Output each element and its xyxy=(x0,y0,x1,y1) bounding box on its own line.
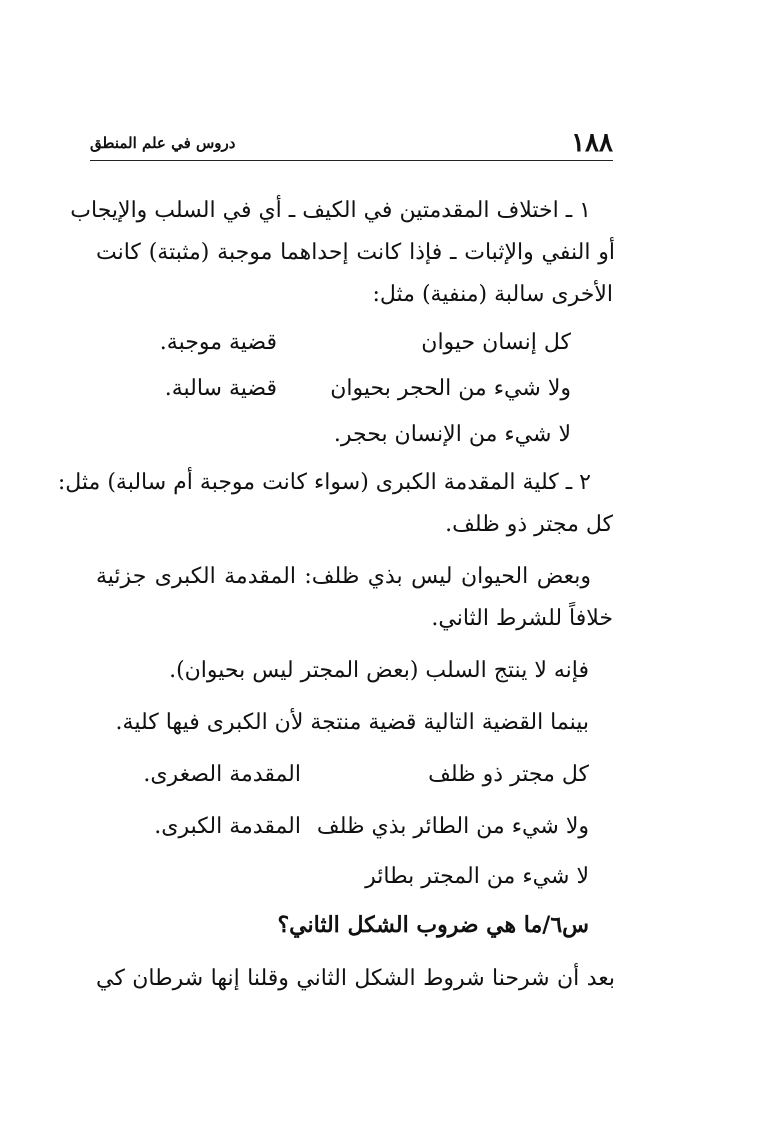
last-line: بعد أن شرحنا شروط الشكل الثاني وقلنا إنها شرطان كي xyxy=(96,966,615,991)
header-divider xyxy=(90,160,613,161)
paragraph-1-line-1: ١ ـ اختلاف المقدمتين في الكيف ـ أي في السلب والإيجاب xyxy=(70,198,591,223)
question-heading: س٦/ما هي ضروب الشكل الثاني؟ xyxy=(277,912,589,938)
example-2-label: قضية سالبة. xyxy=(164,376,277,401)
example-5-label: المقدمة الكبرى. xyxy=(154,814,301,839)
paragraph-3-line-1: وبعض الحيوان ليس بذي ظلف: المقدمة الكبرى جزئية xyxy=(96,564,592,589)
example-4-proposition: كل مجتر ذو ظلف xyxy=(428,762,589,787)
example-6-proposition: لا شيء من المجتر بطائر xyxy=(365,864,589,889)
example-2-proposition: ولا شيء من الحجر بحيوان xyxy=(330,376,571,401)
paragraph-1-line-2: أو النفي والإثبات ـ فإذا كانت إحداهما موجبة (مثبتة) كانت xyxy=(96,240,615,265)
paragraph-4: فإنه لا ينتج السلب (بعض المجتر ليس بحيوان). xyxy=(169,658,589,683)
example-5-proposition: ولا شيء من الطائر بذي ظلف xyxy=(316,814,589,839)
example-1-proposition: كل إنسان حيوان xyxy=(421,330,571,355)
paragraph-1-line-3: الأخرى سالبة (منفية) مثل: xyxy=(372,282,613,307)
example-1-label: قضية موجبة. xyxy=(159,330,277,355)
book-title: دروس في علم المنطق xyxy=(90,134,236,152)
paragraph-2-line-2: كل مجتر ذو ظلف. xyxy=(445,512,613,537)
paragraph-2-line-1: ٢ ـ كلية المقدمة الكبرى (سواء كانت موجبة أم سالبة) مثل: xyxy=(57,470,591,495)
example-4-label: المقدمة الصغرى. xyxy=(143,762,301,787)
example-3-proposition: لا شيء من الإنسان بحجر. xyxy=(333,422,571,447)
paragraph-5: بينما القضية التالية قضية منتجة لأن الكبرى فيها كلية. xyxy=(115,710,589,735)
page-number: ١٨٨ xyxy=(571,128,613,158)
running-header xyxy=(90,128,613,160)
paragraph-3-line-2: خلافاً للشرط الثاني. xyxy=(431,606,613,631)
